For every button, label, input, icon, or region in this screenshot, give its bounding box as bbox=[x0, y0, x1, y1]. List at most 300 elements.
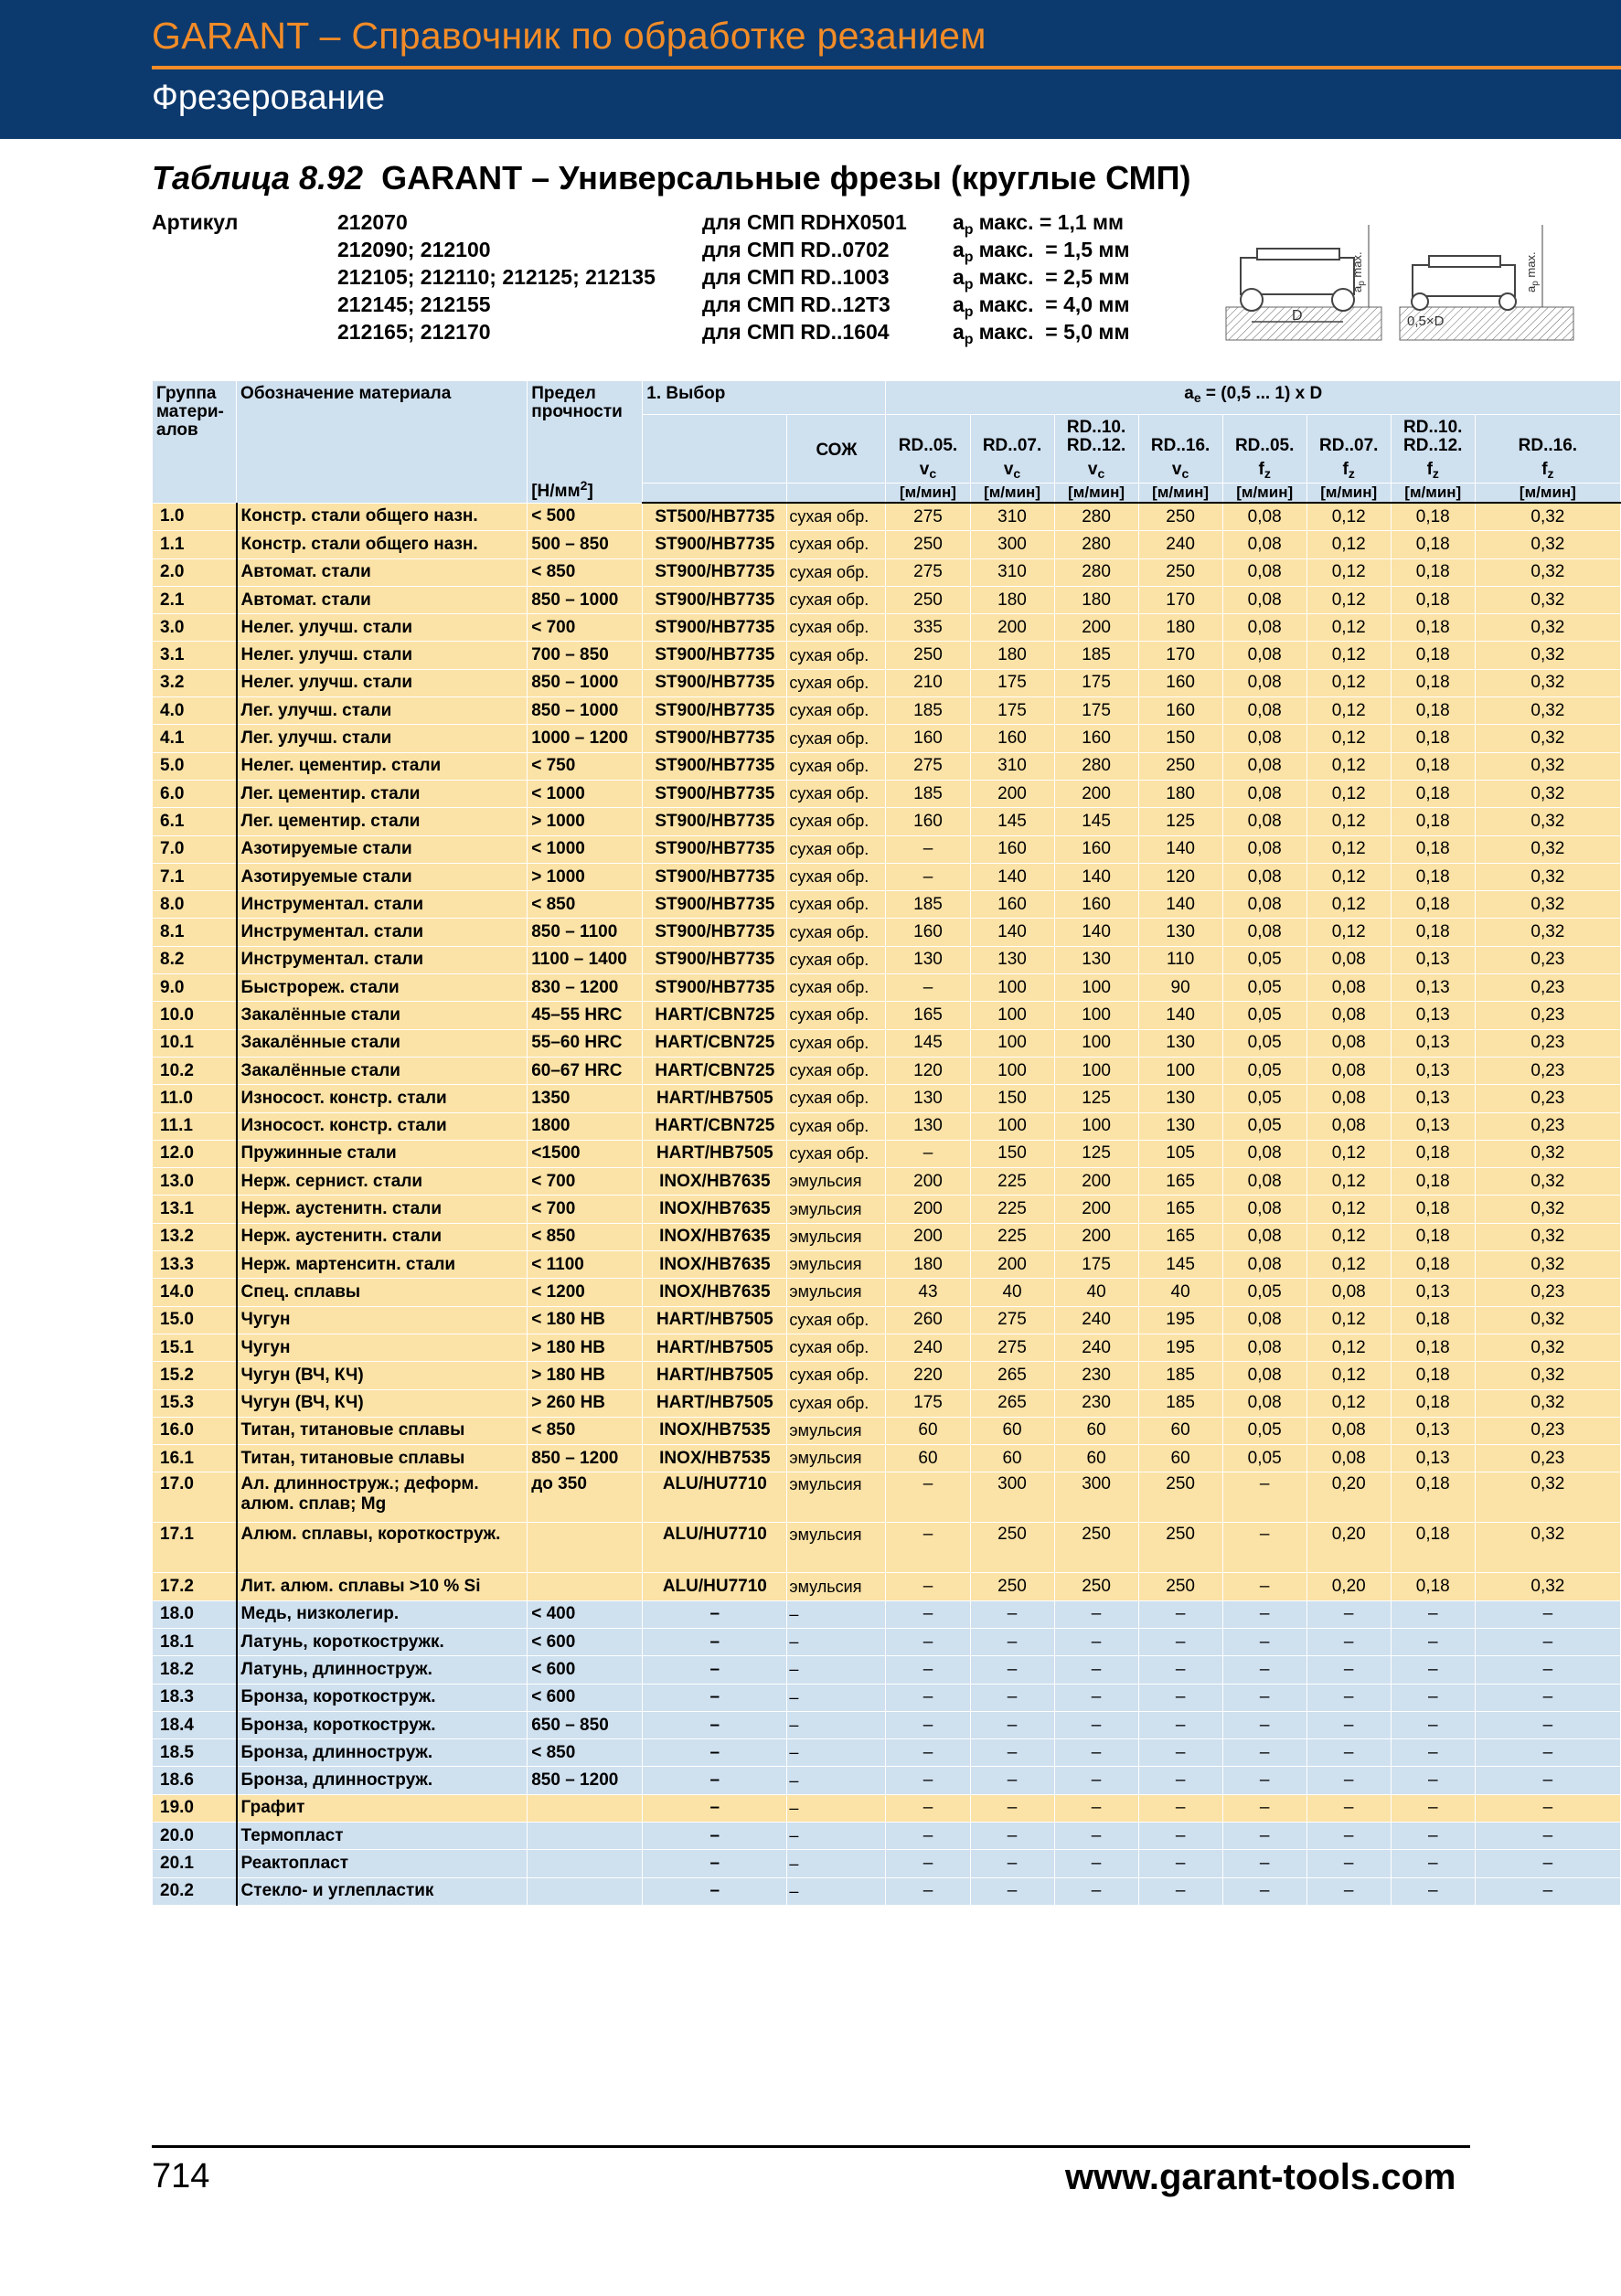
feed-per-tooth: 0,20 bbox=[1306, 1523, 1391, 1573]
table-row bbox=[153, 1739, 1621, 1767]
material-group: 18.0 bbox=[153, 1600, 237, 1628]
material-group: 15.1 bbox=[153, 1334, 237, 1361]
feed-per-tooth: 0,18 bbox=[1391, 1523, 1475, 1573]
header-col-unit: [м/мин] bbox=[1306, 484, 1391, 504]
feed-per-tooth: 0,20 bbox=[1306, 1573, 1391, 1600]
cutting-speed: – bbox=[1054, 1850, 1138, 1877]
feed-per-tooth: 0,18 bbox=[1391, 780, 1475, 807]
material-name: Инструментал. стали bbox=[237, 891, 528, 919]
feed-per-tooth: 0,12 bbox=[1306, 586, 1391, 613]
feed-per-tooth: 0,12 bbox=[1306, 863, 1391, 890]
cutting-speed: 280 bbox=[1054, 558, 1138, 586]
feed-per-tooth: 0,32 bbox=[1475, 1196, 1620, 1223]
table-row bbox=[153, 946, 1621, 973]
cutting-speed: 175 bbox=[1054, 1251, 1138, 1279]
cutting-speed: 160 bbox=[970, 725, 1054, 752]
table-row bbox=[153, 1472, 1621, 1523]
header-col-vc-3 bbox=[1138, 415, 1222, 484]
table-row bbox=[153, 1279, 1621, 1306]
feed-per-tooth: 0,18 bbox=[1391, 1389, 1475, 1417]
coolant: сухая обр. bbox=[787, 614, 886, 642]
cutting-speed: – bbox=[1138, 1600, 1222, 1628]
feed-per-tooth: – bbox=[1475, 1711, 1620, 1738]
grade-choice: ST900/HB7735 bbox=[643, 974, 787, 1002]
cutting-speed: 200 bbox=[1054, 1168, 1138, 1196]
feed-per-tooth: – bbox=[1222, 1684, 1306, 1711]
coolant: – bbox=[787, 1600, 886, 1628]
feed-per-tooth: 0,08 bbox=[1306, 1029, 1391, 1057]
cutting-speed: 145 bbox=[1054, 808, 1138, 835]
material-name: Автомат. стали bbox=[237, 558, 528, 586]
material-name: Чугун (ВЧ, КЧ) bbox=[237, 1389, 528, 1417]
grade-choice: HART/HB7505 bbox=[643, 1334, 787, 1361]
feed-per-tooth: 0,13 bbox=[1391, 974, 1475, 1002]
coolant: сухая обр. bbox=[787, 974, 886, 1002]
material-group: 9.0 bbox=[153, 974, 237, 1002]
cutting-speed: 165 bbox=[886, 1002, 970, 1029]
cutting-speed: – bbox=[886, 1739, 970, 1767]
material-group: 5.0 bbox=[153, 752, 237, 780]
material-group: 17.2 bbox=[153, 1573, 237, 1600]
coolant: сухая обр. bbox=[787, 586, 886, 613]
header-col-unit: [м/мин] bbox=[886, 484, 970, 504]
cutting-speed: 250 bbox=[886, 531, 970, 558]
cutting-speed: 140 bbox=[970, 863, 1054, 890]
diagram-label-d: D bbox=[1292, 308, 1303, 324]
header-col-unit: [м/мин] bbox=[1391, 484, 1475, 504]
feed-per-tooth: 0,08 bbox=[1222, 586, 1306, 613]
header-ae: $a_e = (0,5$ ... 1) x D bbox=[886, 381, 1621, 415]
cutting-speed: 200 bbox=[886, 1196, 970, 1223]
cutting-speed: 275 bbox=[886, 752, 970, 780]
cutting-speed: – bbox=[970, 1823, 1054, 1850]
tensile-strength: < 1000 bbox=[528, 835, 643, 863]
cutting-speed: 200 bbox=[886, 1168, 970, 1196]
cutting-speed: – bbox=[886, 1767, 970, 1794]
cutting-speed: 200 bbox=[1054, 1196, 1138, 1223]
feed-per-tooth: – bbox=[1391, 1794, 1475, 1822]
material-group: 17.1 bbox=[153, 1523, 237, 1573]
coolant: – bbox=[787, 1823, 886, 1850]
cutting-speed: – bbox=[886, 1823, 970, 1850]
cutting-speed: 250 bbox=[1138, 1472, 1222, 1523]
cutting-speed: 250 bbox=[970, 1523, 1054, 1573]
table-row bbox=[153, 891, 1621, 919]
cutting-speed: – bbox=[1054, 1794, 1138, 1822]
tensile-strength: > 180 HB bbox=[528, 1334, 643, 1361]
grade-choice: – bbox=[643, 1711, 787, 1738]
feed-per-tooth: 0,18 bbox=[1391, 1251, 1475, 1279]
table-row bbox=[153, 1085, 1621, 1112]
feed-per-tooth: 0,18 bbox=[1391, 558, 1475, 586]
table-row bbox=[153, 1306, 1621, 1334]
tensile-strength: 850 – 1000 bbox=[528, 697, 643, 725]
grade-choice: ST900/HB7735 bbox=[643, 752, 787, 780]
feed-per-tooth: 0,08 bbox=[1306, 1085, 1391, 1112]
material-group: 20.2 bbox=[153, 1877, 237, 1905]
material-name: Нелег. цементир. стали bbox=[237, 752, 528, 780]
cutting-speed: 250 bbox=[1138, 752, 1222, 780]
feed-per-tooth: 0,08 bbox=[1222, 614, 1306, 642]
cutting-speed: – bbox=[970, 1877, 1054, 1905]
feed-per-tooth: 0,18 bbox=[1391, 725, 1475, 752]
diagram-label-05d: 0,5×D bbox=[1407, 314, 1445, 329]
cutting-speed: – bbox=[970, 1711, 1054, 1738]
feed-per-tooth: 0,18 bbox=[1391, 586, 1475, 613]
material-name: Графит bbox=[237, 1794, 528, 1822]
header-col-symbol: $f_z$ bbox=[1342, 460, 1355, 481]
cutting-speed: 130 bbox=[1138, 1029, 1222, 1057]
table-row bbox=[153, 1168, 1621, 1196]
header-col-label: RD..07. bbox=[1319, 436, 1379, 455]
feed-per-tooth: 0,12 bbox=[1306, 808, 1391, 835]
grade-choice: ST900/HB7735 bbox=[643, 780, 787, 807]
tensile-strength: 650 – 850 bbox=[528, 1711, 643, 1738]
coolant: – bbox=[787, 1767, 886, 1794]
material-name: Нерж. аустенитн. стали bbox=[237, 1223, 528, 1250]
feed-per-tooth: 0,18 bbox=[1391, 531, 1475, 558]
feed-per-tooth: – bbox=[1306, 1600, 1391, 1628]
cutting-speed: 185 bbox=[1138, 1362, 1222, 1389]
feed-per-tooth: 0,32 bbox=[1475, 1573, 1620, 1600]
feed-per-tooth: 0,12 bbox=[1306, 1223, 1391, 1250]
grade-choice: ST900/HB7735 bbox=[643, 558, 787, 586]
material-name: Лег. улучш. стали bbox=[237, 697, 528, 725]
cutting-speed: 250 bbox=[1138, 1573, 1222, 1600]
material-group: 17.0 bbox=[153, 1472, 237, 1523]
header-col-label: RD..05. bbox=[898, 436, 958, 455]
feed-per-tooth: 0,32 bbox=[1475, 1168, 1620, 1196]
tensile-strength bbox=[528, 1877, 643, 1905]
grade-choice: INOX/HB7635 bbox=[643, 1279, 787, 1306]
cutting-speed: – bbox=[970, 1628, 1054, 1655]
coolant: эмульсия bbox=[787, 1472, 886, 1523]
feed-per-tooth: 0,08 bbox=[1222, 697, 1306, 725]
cutting-speed: 250 bbox=[1054, 1523, 1138, 1573]
cutting-speed: – bbox=[970, 1794, 1054, 1822]
feed-per-tooth: – bbox=[1306, 1684, 1391, 1711]
cutting-speed: 160 bbox=[1138, 669, 1222, 696]
tensile-strength: 850 – 1200 bbox=[528, 1445, 643, 1472]
feed-per-tooth: 0,18 bbox=[1391, 642, 1475, 669]
material-name: Азотируемые стали bbox=[237, 835, 528, 863]
feed-per-tooth: 0,08 bbox=[1222, 725, 1306, 752]
coolant: сухая обр. bbox=[787, 725, 886, 752]
grade-choice: ST900/HB7735 bbox=[643, 808, 787, 835]
tensile-strength: 1350 bbox=[528, 1085, 643, 1112]
material-name: Латунь, короткостружк. bbox=[237, 1628, 528, 1655]
grade-choice: ST900/HB7735 bbox=[643, 531, 787, 558]
diagram-right bbox=[1400, 225, 1573, 340]
cutting-speed: 165 bbox=[1138, 1196, 1222, 1223]
cutting-speed: 200 bbox=[1054, 614, 1138, 642]
header-strength-label: Предел прочности bbox=[531, 384, 623, 421]
cutting-speed: 180 bbox=[1138, 614, 1222, 642]
header-col-fz-7 bbox=[1475, 415, 1620, 484]
feed-per-tooth: 0,12 bbox=[1306, 503, 1391, 531]
feed-per-tooth: – bbox=[1391, 1823, 1475, 1850]
feed-per-tooth: 0,12 bbox=[1306, 669, 1391, 696]
feed-per-tooth: – bbox=[1391, 1877, 1475, 1905]
cutting-speed: – bbox=[1138, 1794, 1222, 1822]
material-group: 19.0 bbox=[153, 1794, 237, 1822]
feed-per-tooth: – bbox=[1306, 1711, 1391, 1738]
feed-per-tooth: – bbox=[1391, 1684, 1475, 1711]
material-name: Титан, титановые сплавы bbox=[237, 1445, 528, 1472]
grade-choice: ST900/HB7735 bbox=[643, 697, 787, 725]
material-group: 4.0 bbox=[153, 697, 237, 725]
feed-per-tooth: 0,08 bbox=[1222, 1168, 1306, 1196]
feed-per-tooth: – bbox=[1222, 1600, 1306, 1628]
cutting-speed: 160 bbox=[970, 891, 1054, 919]
material-group: 8.2 bbox=[153, 946, 237, 973]
cutting-speed: 90 bbox=[1138, 974, 1222, 1002]
coolant: сухая обр. bbox=[787, 1002, 886, 1029]
coolant: сухая обр. bbox=[787, 1334, 886, 1361]
table-row bbox=[153, 1002, 1621, 1029]
material-group: 6.0 bbox=[153, 780, 237, 807]
cutting-speed: 240 bbox=[1054, 1306, 1138, 1334]
header-col-fz-6 bbox=[1391, 415, 1475, 484]
cutting-speed: 175 bbox=[886, 1389, 970, 1417]
table-row bbox=[153, 1057, 1621, 1084]
cutting-speed: 180 bbox=[1054, 586, 1138, 613]
tensile-strength: до 350 bbox=[528, 1472, 643, 1523]
header-subtitle: Фрезерование bbox=[152, 79, 385, 117]
cutting-speed: 130 bbox=[1138, 919, 1222, 946]
feed-per-tooth: 0,18 bbox=[1391, 1362, 1475, 1389]
feed-per-tooth: 0,12 bbox=[1306, 725, 1391, 752]
cutting-speed: 145 bbox=[970, 808, 1054, 835]
feed-per-tooth: 0,18 bbox=[1391, 752, 1475, 780]
cutting-speed: 140 bbox=[1138, 835, 1222, 863]
table-row bbox=[153, 503, 1621, 531]
feed-per-tooth: 0,18 bbox=[1391, 1140, 1475, 1167]
header-col-fz-4 bbox=[1222, 415, 1306, 484]
feed-per-tooth: 0,23 bbox=[1475, 1057, 1620, 1084]
feed-per-tooth: 0,32 bbox=[1475, 1334, 1620, 1361]
coolant: сухая обр. bbox=[787, 669, 886, 696]
feed-per-tooth: 0,18 bbox=[1391, 919, 1475, 946]
coolant: сухая обр. bbox=[787, 642, 886, 669]
grade-choice: HART/HB7505 bbox=[643, 1389, 787, 1417]
feed-per-tooth: 0,13 bbox=[1391, 1112, 1475, 1140]
tensile-strength bbox=[528, 1523, 643, 1573]
cutting-speed: 250 bbox=[1138, 558, 1222, 586]
tensile-strength bbox=[528, 1794, 643, 1822]
table-row bbox=[153, 1684, 1621, 1711]
feed-per-tooth: 0,18 bbox=[1391, 1196, 1475, 1223]
tensile-strength: < 700 bbox=[528, 1196, 643, 1223]
feed-per-tooth: – bbox=[1391, 1850, 1475, 1877]
tensile-strength: < 500 bbox=[528, 503, 643, 531]
tensile-strength: < 850 bbox=[528, 891, 643, 919]
cutting-speed: – bbox=[970, 1684, 1054, 1711]
feed-per-tooth: – bbox=[1391, 1600, 1475, 1628]
coolant: эмульсия bbox=[787, 1223, 886, 1250]
feed-per-tooth: – bbox=[1306, 1794, 1391, 1822]
cutting-speed: 225 bbox=[970, 1223, 1054, 1250]
coolant: сухая обр. bbox=[787, 1029, 886, 1057]
feed-per-tooth: – bbox=[1222, 1711, 1306, 1738]
coolant: сухая обр. bbox=[787, 835, 886, 863]
cutting-speed: 60 bbox=[970, 1445, 1054, 1472]
cutting-speed: 275 bbox=[886, 503, 970, 531]
cutting-speed: – bbox=[970, 1600, 1054, 1628]
grade-choice: ST900/HB7735 bbox=[643, 835, 787, 863]
tensile-strength: 850 – 1200 bbox=[528, 1767, 643, 1794]
feed-per-tooth: 0,23 bbox=[1475, 1085, 1620, 1112]
tensile-strength: < 850 bbox=[528, 1739, 643, 1767]
cutting-speed: 225 bbox=[970, 1196, 1054, 1223]
cutting-speed: 200 bbox=[970, 1251, 1054, 1279]
grade-choice: ST900/HB7735 bbox=[643, 863, 787, 890]
cutting-speed: 275 bbox=[970, 1306, 1054, 1334]
cutting-speed: 185 bbox=[886, 780, 970, 807]
feed-per-tooth: 0,23 bbox=[1475, 1112, 1620, 1140]
cutting-speed: 175 bbox=[970, 669, 1054, 696]
cutting-speed: 185 bbox=[886, 891, 970, 919]
material-name: Чугун bbox=[237, 1306, 528, 1334]
material-group: 10.1 bbox=[153, 1029, 237, 1057]
table-row bbox=[153, 1573, 1621, 1600]
table-row bbox=[153, 1711, 1621, 1738]
cutting-speed: – bbox=[1138, 1656, 1222, 1684]
cutting-speed: 140 bbox=[1054, 919, 1138, 946]
grade-choice: ST900/HB7735 bbox=[643, 919, 787, 946]
feed-per-tooth: 0,32 bbox=[1475, 891, 1620, 919]
tensile-strength: < 1100 bbox=[528, 1251, 643, 1279]
material-name: Бронза, длиннострyж. bbox=[237, 1767, 528, 1794]
tensile-strength: < 850 bbox=[528, 1417, 643, 1444]
feed-per-tooth: 0,32 bbox=[1475, 642, 1620, 669]
feed-per-tooth: 0,12 bbox=[1306, 891, 1391, 919]
coolant: сухая обр. bbox=[787, 946, 886, 973]
tensile-strength: > 260 HB bbox=[528, 1389, 643, 1417]
header-strength bbox=[528, 381, 643, 504]
cutting-speed: 310 bbox=[970, 558, 1054, 586]
grade-choice: INOX/HB7635 bbox=[643, 1168, 787, 1196]
table-title-text: GARANT – Универсальные фрезы (круглые СМП) bbox=[381, 159, 1191, 197]
feed-per-tooth: 0,32 bbox=[1475, 1306, 1620, 1334]
cutting-speed: 185 bbox=[886, 697, 970, 725]
cutting-speed: – bbox=[1054, 1767, 1138, 1794]
feed-per-tooth: 0,18 bbox=[1391, 669, 1475, 696]
header-col-symbol: $f_z$ bbox=[1541, 460, 1554, 481]
grade-choice: ST900/HB7735 bbox=[643, 586, 787, 613]
cutting-speed: 230 bbox=[1054, 1389, 1138, 1417]
feed-per-tooth: 0,05 bbox=[1222, 1279, 1306, 1306]
grade-choice: ST900/HB7735 bbox=[643, 614, 787, 642]
cutting-speed: 250 bbox=[886, 642, 970, 669]
coolant: сухая обр. bbox=[787, 1112, 886, 1140]
material-group: 18.6 bbox=[153, 1767, 237, 1794]
tensile-strength: < 600 bbox=[528, 1656, 643, 1684]
material-name: Титан, титановые сплавы bbox=[237, 1417, 528, 1444]
cutting-speed: 60 bbox=[1054, 1417, 1138, 1444]
coolant: сухая обр. bbox=[787, 752, 886, 780]
coolant: – bbox=[787, 1877, 886, 1905]
grade-choice: INOX/HB7635 bbox=[643, 1251, 787, 1279]
cutting-speed: 175 bbox=[1054, 669, 1138, 696]
feed-per-tooth: 0,32 bbox=[1475, 503, 1620, 531]
header-col-unit: [м/мин] bbox=[970, 484, 1054, 504]
cutting-speed: 310 bbox=[970, 503, 1054, 531]
feed-per-tooth: – bbox=[1222, 1823, 1306, 1850]
feed-per-tooth: 0,08 bbox=[1222, 669, 1306, 696]
cutting-speed: 140 bbox=[1054, 863, 1138, 890]
tensile-strength: < 1000 bbox=[528, 780, 643, 807]
grade-choice: ST500/HB7735 bbox=[643, 503, 787, 531]
table-row bbox=[153, 1112, 1621, 1140]
header-material: Обозначение материала bbox=[237, 381, 528, 504]
tensile-strength: 700 – 850 bbox=[528, 642, 643, 669]
feed-per-tooth: 0,32 bbox=[1475, 808, 1620, 835]
cutting-speed: 180 bbox=[886, 1251, 970, 1279]
cutting-speed: 150 bbox=[970, 1085, 1054, 1112]
cutting-speed: 160 bbox=[1138, 697, 1222, 725]
feed-per-tooth: 0,32 bbox=[1475, 1362, 1620, 1389]
feed-per-tooth: 0,32 bbox=[1475, 1523, 1620, 1573]
cutting-speed: – bbox=[1138, 1739, 1222, 1767]
cutting-speed: 130 bbox=[886, 1085, 970, 1112]
grade-choice: INOX/HB7635 bbox=[643, 1196, 787, 1223]
material-group: 15.3 bbox=[153, 1389, 237, 1417]
feed-per-tooth: 0,08 bbox=[1306, 1057, 1391, 1084]
feed-per-tooth: 0,08 bbox=[1222, 863, 1306, 890]
material-name: Ал. длиннострyж.; деформ. алюм. сплав; Mg bbox=[237, 1472, 528, 1523]
table-row bbox=[153, 1600, 1621, 1628]
feed-per-tooth: – bbox=[1222, 1850, 1306, 1877]
feed-per-tooth: 0,08 bbox=[1222, 808, 1306, 835]
feed-per-tooth: 0,08 bbox=[1222, 531, 1306, 558]
feed-per-tooth: 0,13 bbox=[1391, 1417, 1475, 1444]
table-row bbox=[153, 725, 1621, 752]
cutting-speed: – bbox=[1054, 1711, 1138, 1738]
material-name: Азотируемые стали bbox=[237, 863, 528, 890]
article-numbers: 212070 bbox=[337, 210, 408, 234]
coolant: сухая обр. bbox=[787, 1140, 886, 1167]
table-row bbox=[153, 1196, 1621, 1223]
cutting-speed: 100 bbox=[1054, 1057, 1138, 1084]
material-group: 2.1 bbox=[153, 586, 237, 613]
feed-per-tooth: 0,12 bbox=[1306, 1168, 1391, 1196]
header-choice: 1. Выбор bbox=[643, 381, 886, 415]
feed-per-tooth: 0,18 bbox=[1391, 1472, 1475, 1523]
diagram-apmax-label-right: $a_p$ max. bbox=[1524, 251, 1541, 292]
table-row bbox=[153, 586, 1621, 613]
coolant: – bbox=[787, 1794, 886, 1822]
cutting-speed: 200 bbox=[1054, 1223, 1138, 1250]
feed-per-tooth: 0,08 bbox=[1222, 1306, 1306, 1334]
cutting-speed: – bbox=[1138, 1823, 1222, 1850]
tensile-strength: > 180 HB bbox=[528, 1362, 643, 1389]
feed-per-tooth: 0,05 bbox=[1222, 1417, 1306, 1444]
grade-choice: – bbox=[643, 1794, 787, 1822]
cutting-speed: 130 bbox=[1054, 946, 1138, 973]
cutting-speed: 195 bbox=[1138, 1306, 1222, 1334]
coolant: эмульсия bbox=[787, 1196, 886, 1223]
cutting-speed: 160 bbox=[1054, 835, 1138, 863]
table-row bbox=[153, 1628, 1621, 1655]
cutting-speed: 165 bbox=[1138, 1223, 1222, 1250]
feed-per-tooth: 0,05 bbox=[1222, 1085, 1306, 1112]
feed-per-tooth: – bbox=[1306, 1628, 1391, 1655]
tensile-strength: 850 – 1000 bbox=[528, 669, 643, 696]
header-col-symbol: $f_z$ bbox=[1426, 460, 1439, 481]
material-name: Бронза, короткострyж. bbox=[237, 1711, 528, 1738]
feed-per-tooth: 0,23 bbox=[1475, 974, 1620, 1002]
